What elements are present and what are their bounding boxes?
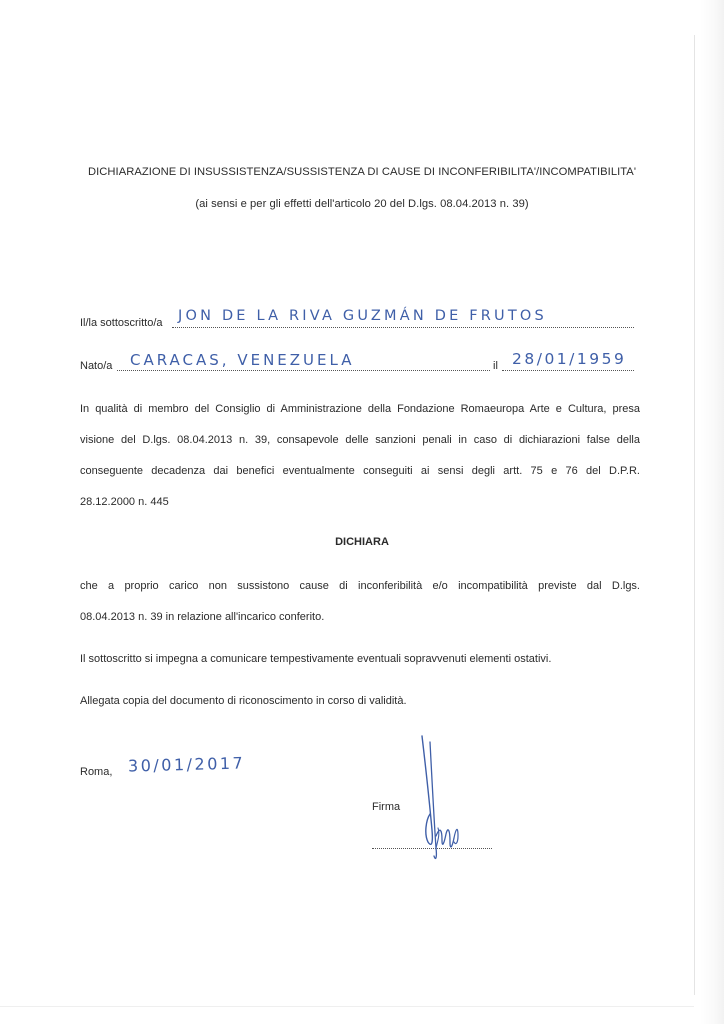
page-edge-line [694,35,695,995]
undersigned-handwritten-name: JON DE LA RIVA GUZMÁN DE FRUTOS [178,308,547,324]
undersigned-dotted-line [172,327,634,328]
undersigned-label: Il/la sottoscritto/a [80,317,163,329]
paragraph-line: visione del D.lgs. 08.04.2013 n. 39, consapevole delle sanzioni penali in caso di dichiarazioni false della [80,434,640,446]
born-place-dotted-line [117,370,490,371]
attachment-statement: Allegata copia del documento di riconoscimento in corso di validità. [80,695,407,707]
dichiara-heading: DICHIARA [335,536,389,548]
signature-label: Firma [372,801,401,813]
document-subtitle: (ai sensi e per gli effetti dell'articolo 20 del D.lgs. 08.04.2013 n. 39) [195,198,529,210]
page-bottom-line [0,1006,694,1007]
born-date-dotted-line [502,370,634,371]
place-label: Roma, [80,766,113,778]
paragraph-line: 28.12.2000 n. 445 [80,496,169,508]
born-place-handwritten: CARACAS, VENEZUELA [130,351,355,369]
paragraph-line: conseguente decadenza dai benefici eventualmente conseguiti ai sensi degli artt. 75 e 76 del D.P.R. [80,465,640,477]
page-edge-shadow [700,0,724,1024]
handwritten-signature [370,730,480,880]
paragraph-line: che a proprio carico non sussistono cause di inconferibilità e/o incompatibilità previste dal D.lgs. [80,580,640,592]
document-title: DICHIARAZIONE DI INSUSSISTENZA/SUSSISTENZA DI CAUSE DI INCONFERIBILITA'/INCOMPATIBILITA' [87,166,637,178]
born-label: Nato/a [80,360,113,372]
paragraph-line: In qualità di membro del Consiglio di Amministrazione della Fondazione Romaeuropa Arte e Cultura, presa [80,403,640,415]
born-date-label: il [493,360,498,372]
paragraph-line: 08.04.2013 n. 39 in relazione all'incarico conferito. [80,611,325,623]
handwritten-date: 30/01/2017 [127,753,246,776]
commitment-statement: Il sottoscritto si impegna a comunicare tempestivamente eventuali sopravvenuti elementi ostativi. [80,653,552,665]
born-date-handwritten: 28/01/1959 [512,350,627,368]
